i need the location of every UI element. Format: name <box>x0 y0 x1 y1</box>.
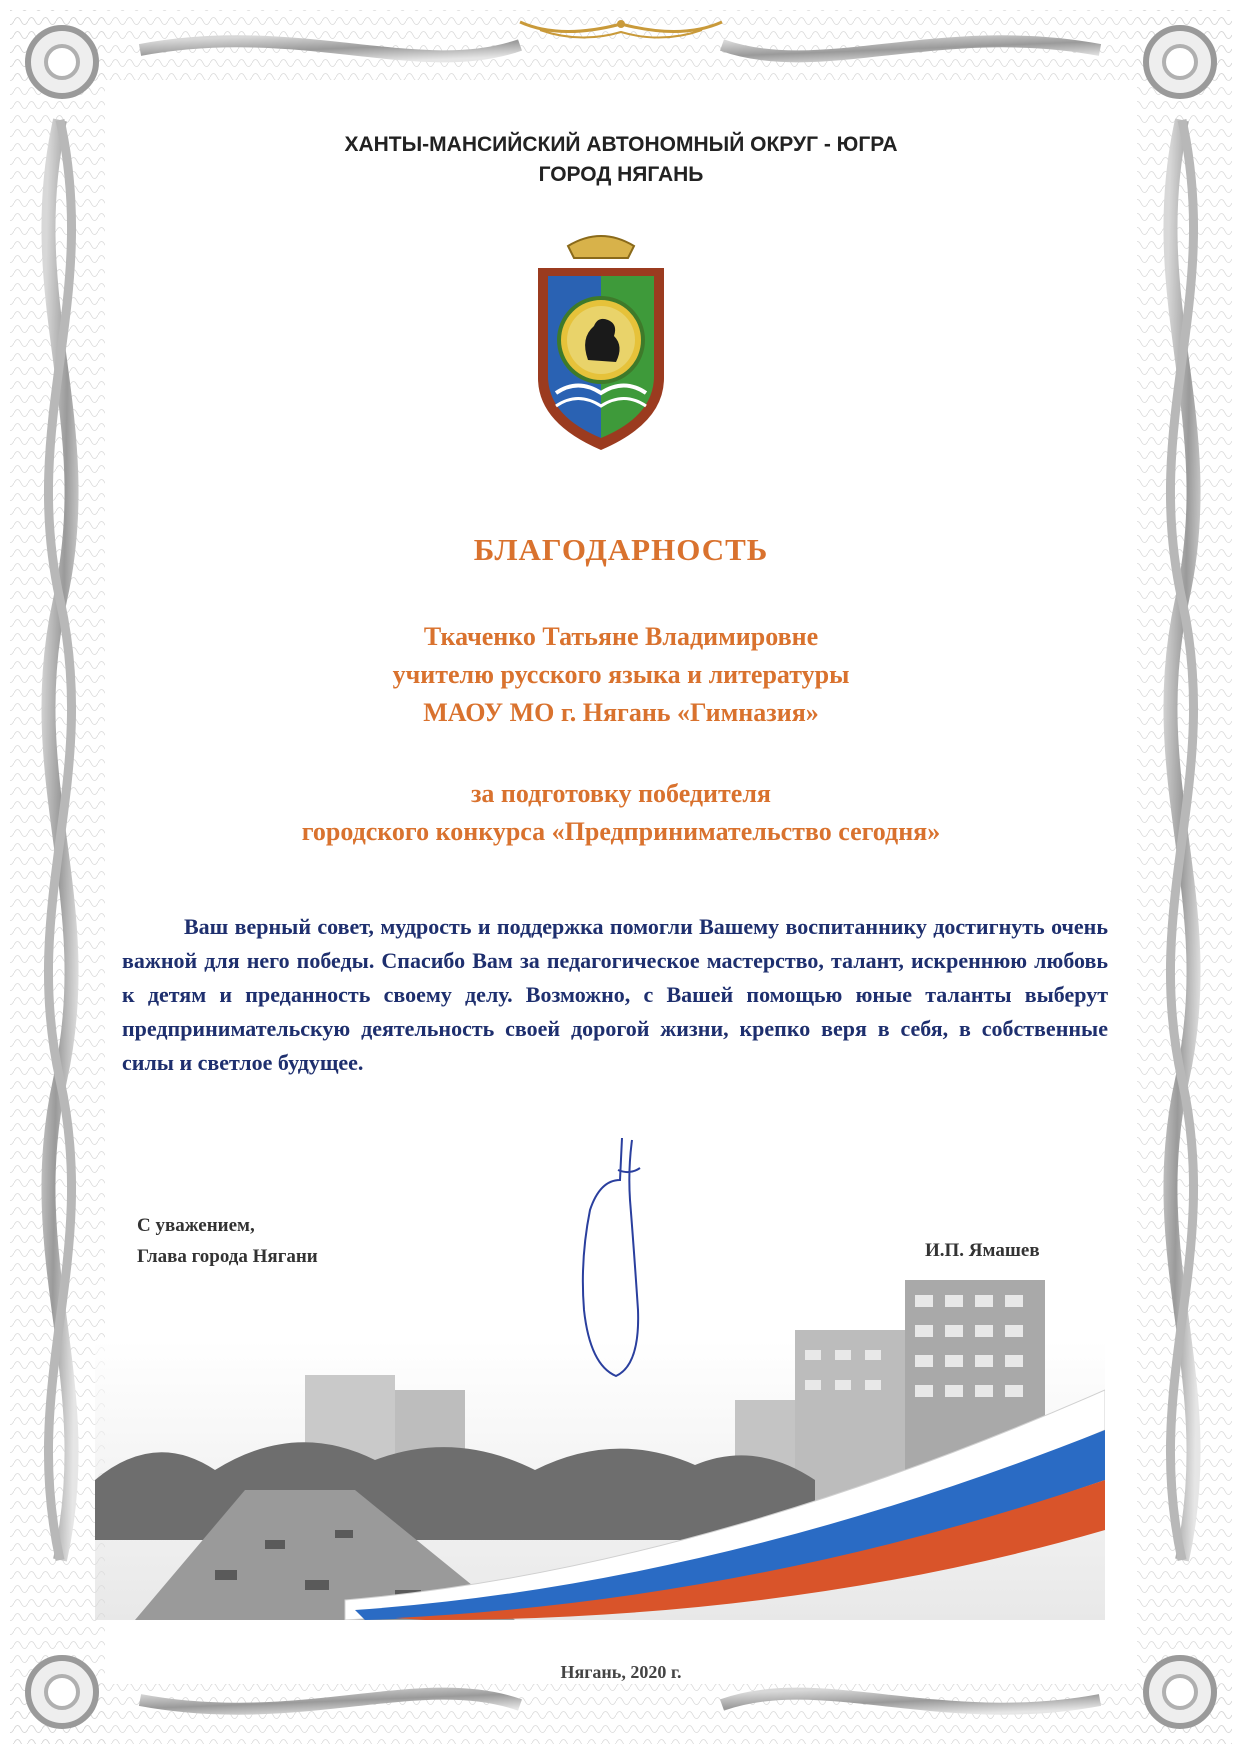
reason-line-2: городского конкурса «Предпринимательство сегодня» <box>301 817 941 846</box>
coat-of-arms-icon <box>528 228 674 453</box>
city-name: ГОРОД НЯГАНЬ <box>538 163 704 186</box>
body-paragraph: Ваш верный совет, мудрость и поддержка помогли Вашему воспитаннику достигнуть очень важной для него победы. Спасибо Вам за педагогическое мастерство, талант, искреннюю любовь к детям и преданность своему делу. Возможно, с Вашей помощью юные таланты выберут предпринимательскую деятельность своей дорогой жизни, крепко веря в себя, в собственные силы и светлое будущее. <box>122 914 1108 1075</box>
document-title: БЛАГОДАРНОСТЬ <box>473 532 769 567</box>
recipient-position: учителю русского языка и литературы <box>392 660 850 689</box>
signer-name: И.П. Ямашев <box>925 1240 1040 1261</box>
region-name: ХАНТЫ-МАНСИЙСКИЙ АВТОНОМНЫЙ ОКРУГ - ЮГРА <box>344 133 898 156</box>
place-and-date: Нягань, 2020 г. <box>560 1662 682 1682</box>
header <box>0 130 1242 190</box>
recipient-organization: МАОУ МО г. Нягань «Гимназия» <box>423 698 819 727</box>
reason-block <box>0 775 1242 851</box>
recipient-name: Ткаченко Татьяне Владимировне <box>423 622 819 651</box>
closing-block <box>137 1210 318 1272</box>
recipient-block <box>0 618 1242 732</box>
reason-line-1: за подготовку победителя <box>470 779 771 808</box>
closing-regards: С уважением, <box>137 1215 255 1236</box>
signer-title: Глава города Нягани <box>137 1246 318 1267</box>
signature-mark <box>560 1120 680 1380</box>
